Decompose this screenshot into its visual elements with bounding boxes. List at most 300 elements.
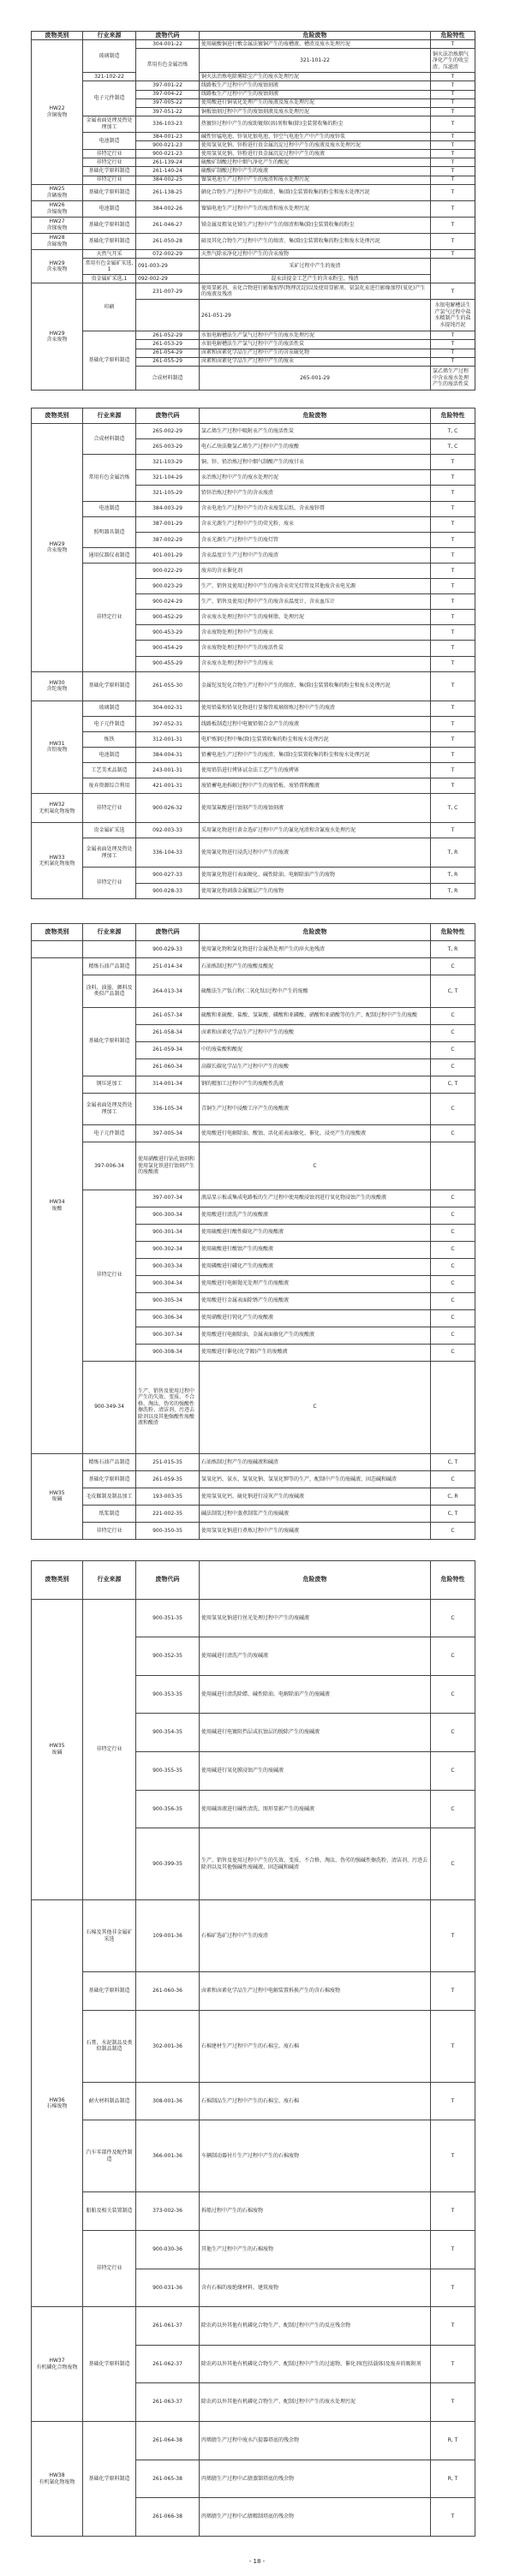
table-row (32, 73, 475, 81)
property-cell: T (431, 641, 475, 656)
property-cell: T (431, 2010, 475, 2082)
property-cell: C (431, 1790, 475, 1828)
source-cell: 玻璃制造 (83, 40, 136, 73)
source-cell: 基础化学原料制造 (83, 1972, 136, 2011)
waste-cell: 石棉矿选矿过程中产生的废渣 (200, 1900, 431, 1972)
property-cell: T (431, 547, 475, 563)
header-source: 行业来源 (83, 32, 136, 40)
source-cell: 非特定行业 (83, 1190, 136, 1361)
table-row (32, 176, 475, 184)
code-cell: 261-050-28 (136, 233, 200, 249)
source-cell: 电子元件制造 (83, 81, 136, 116)
code-cell: 384-002-25 (136, 176, 200, 184)
property-cell: T (431, 671, 475, 701)
table-row (32, 975, 475, 1008)
code-cell: 261-139-24 (136, 158, 200, 167)
table-row (32, 1599, 475, 1637)
waste-cell: 卤素和卤素化学品生产过程中电解装置拆换产生的含石棉废物 (200, 1972, 431, 2011)
waste-cell: 镍镉电池生产过程中产生的废渣和废水处理污泥 (200, 200, 431, 217)
code-cell: 261-140-24 (136, 167, 200, 176)
code-cell: 261-055-30 (136, 671, 200, 701)
source-cell: 非特定行业 (83, 794, 136, 823)
code-cell: 421-001-31 (136, 778, 200, 794)
code-cell: 261-060-34 (136, 1058, 200, 1076)
table-header-row (32, 924, 475, 941)
waste-cell: 采用氰化物进行黄金选矿过程中产生的氰化尾渣和含氰废水处理污泥 (200, 823, 431, 838)
code-cell: 397-005-34 (136, 1125, 200, 1142)
source-cell: 电子元件制造 (83, 716, 136, 731)
table-row (32, 1488, 475, 1505)
waste-cell: 091-003-29 (136, 259, 200, 275)
code-cell: 900-349-34 (83, 1361, 136, 1453)
code-cell: 900-028-33 (136, 883, 200, 898)
category-cell (32, 941, 83, 958)
property-cell: T (431, 233, 475, 249)
code-cell: 900-454-29 (136, 641, 200, 656)
category-cell: HW29 含汞废物 (32, 424, 83, 672)
code-cell: 261-057-34 (136, 1007, 200, 1024)
table-row (32, 747, 475, 762)
waste-cell: 使用酸进行催化(化学镀)产生的废酸液 (200, 1344, 431, 1361)
code-cell: 900-356-35 (136, 1790, 200, 1828)
waste-cell: 石棉建材生产过程中产生的石棉尘、废石棉 (200, 2010, 431, 2082)
waste-cell: 含汞废水处理过程中产生的废树脂、处理污泥 (200, 610, 431, 625)
property-cell: C, T (431, 975, 475, 1008)
header-source: 行业来源 (83, 1561, 136, 1600)
property-cell: T (431, 340, 475, 349)
code-cell: 092-003-33 (136, 823, 200, 838)
waste-table (31, 923, 475, 1540)
source-cell: 电子元件制造 (83, 1125, 136, 1142)
waste-cell: 钢的精加工过程中产生的废酸性洗液 (200, 1076, 431, 1093)
code-cell: 321-103-29 (136, 455, 200, 470)
waste-cell: 天然气除汞净化过程中产生的含汞废物 (200, 249, 431, 258)
category-cell: HW36 石棉废物 (32, 1900, 83, 2307)
code-cell: 261-059-34 (136, 1041, 200, 1058)
property-cell: T (431, 610, 475, 625)
category-cell: HW22 含铜废物 (32, 40, 83, 185)
code-cell: 384-004-31 (136, 747, 200, 762)
code-cell: 384-003-29 (136, 501, 200, 516)
code-cell: 384-001-23 (136, 132, 200, 140)
property-cell: T (431, 516, 475, 532)
property-cell: C (431, 1190, 475, 1207)
header-category: 废物类别 (32, 32, 83, 40)
category-cell: HW35 废碱 (32, 1599, 83, 1900)
table-row (32, 2192, 475, 2231)
waste-cell: 使用酸进行电解抛光处理产生的废酸液 (200, 1275, 431, 1292)
property-cell: T (431, 747, 475, 762)
source-cell: 非特定行业 (83, 176, 136, 184)
code-cell: 900-308-34 (136, 1344, 200, 1361)
waste-cell: 含汞电池生产过程中产生的含汞废浆层纸、含汞废锌膏 (200, 501, 431, 516)
waste-cell: 使用硫酸铜进行敷金属法镀铜产生的废槽液、槽渣及废水处理污泥 (200, 40, 431, 49)
table-row (32, 731, 475, 747)
header-category: 废物类别 (32, 408, 83, 424)
code-cell: 900-353-35 (136, 1675, 200, 1714)
code-cell: 366-001-36 (136, 2120, 200, 2192)
waste-cell: 碱性锌锰电池、锌氧化银电池、锌空气电池生产中产生的废锌浆 (200, 132, 431, 140)
waste-cell: 除农药以外其他有机磷化合物生产、配制过程中产生的废水处理污泥 (200, 2383, 431, 2422)
category-cell: HW37 有机磷化合物废物 (32, 2307, 83, 2422)
table-row (32, 958, 475, 975)
waste-cell: 使用酸进行清洗产生的废酸液 (200, 1207, 431, 1224)
property-cell: T (431, 532, 475, 547)
code-cell: 261-066-38 (136, 2498, 200, 2537)
source-cell: 非特定行业 (83, 1522, 136, 1539)
code-cell: 900-352-35 (136, 1637, 200, 1676)
property-cell: 采矿过程中产生的废渣 (200, 259, 431, 275)
code-cell: 900-029-33 (136, 941, 200, 958)
code-cell (136, 300, 200, 331)
property-cell: T (431, 731, 475, 747)
waste-cell: 锑金属及粗氧化锑生产过程中产生的熔渣和集(除)尘装置收集的粉尘 (200, 217, 431, 233)
code-cell: 900-021-23 (136, 150, 200, 158)
waste-cell: 卤素和卤素化学品生产过程中产生的含汞硫化物 (200, 349, 431, 357)
category-cell: HW26 含镉废物 (32, 200, 83, 217)
property-cell: C (431, 1292, 475, 1309)
property-cell: T (431, 2345, 475, 2383)
category-cell: HW28 含碲废物 (32, 233, 83, 249)
header-code: 废物代码 (136, 32, 200, 40)
source-cell: 非特定行业 (83, 868, 136, 899)
code-cell: 900-302-34 (136, 1241, 200, 1258)
property-cell: C (200, 1142, 431, 1190)
table-row (32, 823, 475, 838)
source-cell: 基础化学原料制造 (83, 2422, 136, 2537)
property-cell: T (431, 2120, 475, 2192)
property-cell: T (431, 2307, 475, 2346)
code-cell: 397-001-22 (136, 81, 200, 90)
waste-cell: 线路板生产过程中产生的废蚀刻液 (200, 81, 431, 90)
property-cell: T (431, 1972, 475, 2011)
property-cell: R, T (431, 2460, 475, 2498)
source-cell (83, 941, 136, 958)
property-cell: T (431, 73, 475, 81)
code-cell: 397-052-31 (136, 716, 200, 731)
property-cell: 混汞法提金工艺产生的含汞粉尘、残渣 (200, 275, 431, 283)
source-cell: 毛皮鞣制及制品加工 (83, 1488, 136, 1505)
code-cell: 900-030-36 (136, 2230, 200, 2269)
property-cell: T (431, 486, 475, 501)
property-cell: C (431, 1258, 475, 1275)
table-header-row (32, 408, 475, 424)
code-cell: 900-023-29 (136, 579, 200, 594)
code-cell: 261-064-38 (136, 2422, 200, 2460)
waste-cell: 氯乙烯生产过程中吸附汞产生的废活性炭 (200, 424, 431, 439)
code-cell: 900-354-35 (136, 1714, 200, 1752)
waste-cell: 水银电解槽法生产氯气过程中产生的废活性炭 (200, 340, 431, 349)
waste-cell: 使用氢氧化钙、硫化钠进行浸灰产生的废碱液 (200, 1488, 431, 1505)
code-cell: 321-101-22 (200, 49, 431, 73)
source-cell: 照明器具制造 (83, 516, 136, 547)
waste-cell: 汞冶炼过程中产生的废水处理污泥 (200, 470, 431, 486)
property-cell: T (431, 357, 475, 366)
property-cell: T (431, 701, 475, 716)
category-cell: HW30 含铊废物 (32, 671, 83, 701)
waste-cell: 使用氰化物进行表面硬化、碱性除油、电解除油产生的废物 (200, 868, 431, 883)
waste-cell: 碱法制浆过程中蒸煮制浆产生的废碱液 (200, 1505, 431, 1522)
waste-cell: 线路板生产过程中产生的废蚀刻液 (200, 90, 431, 98)
waste-cell: 使用碱进行氧化膜浸蚀产生的废碱液 (200, 1752, 431, 1791)
property-cell: C (431, 1675, 475, 1714)
property-cell: T (431, 40, 475, 49)
waste-cell: 使用硫酸进行酸蚀产生的废酸液 (200, 1241, 431, 1258)
header-property: 危险特性 (431, 408, 475, 424)
property-cell: T, C (431, 424, 475, 439)
property-cell: T (431, 625, 475, 641)
waste-cell: 硫酸法生产钛白粉(二氧化钛)过程中产生的废酸 (200, 975, 431, 1008)
table-row (32, 1125, 475, 1142)
source-cell: 基础化学原料制造 (83, 217, 136, 233)
source-cell: 基础化学原料制造 (83, 2307, 136, 2422)
waste-cell: 使用氢氟酸进行蚀刻产生的废蚀刻液 (200, 794, 431, 823)
code-cell: 261-138-25 (136, 184, 200, 200)
header-category: 废物类别 (32, 924, 83, 941)
waste-cell: 水银电解槽法生产氯气过程中产生的废水处理污泥 (200, 331, 431, 340)
header-waste: 危险废物 (200, 924, 431, 941)
code-cell: 221-002-35 (136, 1505, 200, 1522)
source-cell: 合成材料制造 (83, 424, 136, 455)
property-cell: 水银电解槽法生产氯气过程中盐水精制产生的盐水提纯污泥 (431, 300, 475, 331)
source-cell: 基础化学原料制造 (83, 233, 136, 249)
property-cell: C (431, 1309, 475, 1327)
source-cell: 电池制造 (83, 747, 136, 762)
code-cell: 900-301-34 (136, 1224, 200, 1241)
code-cell: 397-007-34 (136, 1190, 200, 1207)
property-cell: T, C (431, 439, 475, 455)
code-cell: 900-452-29 (136, 610, 200, 625)
property-cell: T (431, 217, 475, 233)
header-waste: 危险废物 (200, 408, 431, 424)
property-cell: T (431, 132, 475, 140)
table-row (32, 424, 475, 439)
property-cell: T, R (431, 883, 475, 898)
waste-cell: 石油炼制过程产生的废酸及酸泥 (200, 958, 431, 975)
header-category: 废物类别 (32, 1561, 83, 1600)
property-cell: T, R (431, 868, 475, 883)
source-cell: 废弃资源综合利用 (83, 778, 136, 794)
waste-cell: 092-002-29 (136, 275, 200, 283)
source-cell: 非特定行业 (83, 150, 136, 158)
table-row (32, 1505, 475, 1522)
waste-cell: 硫酸矿制酸过程中烟气净化产生的酸泥 (200, 158, 431, 167)
property-cell: C, T (431, 1453, 475, 1470)
code-cell: 261-052-29 (136, 331, 200, 340)
property-cell: T (431, 2383, 475, 2422)
waste-cell: 含汞光源生产过程中产生的荧光粉、废汞 (200, 516, 431, 532)
table-row (32, 1007, 475, 1024)
waste-cell: 铜火法冶炼电除雾除尘产生的废水处理污泥 (200, 73, 431, 81)
category-cell: HW29 含汞废物 (32, 283, 83, 391)
property-cell: T (431, 90, 475, 98)
waste-cell: 卤素和卤素化学品生产过程中产生的废酸 (200, 1024, 431, 1041)
source-cell: 基础化学原料制造 (83, 331, 136, 391)
code-cell: 321-104-29 (136, 470, 200, 486)
property-cell: T (431, 716, 475, 731)
source-cell: 工艺美术品制造 (83, 763, 136, 778)
code-cell: 900-303-34 (136, 1258, 200, 1275)
header-code: 废物代码 (136, 1561, 200, 1600)
code-cell: 231-007-29 (136, 283, 200, 300)
property-cell: C (431, 1024, 475, 1041)
code-cell: 304-001-22 (136, 40, 200, 49)
property-cell: T (431, 501, 475, 516)
waste-cell: 铜火法冶炼烟气净化产生的收尘渣、压滤渣 (431, 49, 475, 73)
property-cell: C (431, 1007, 475, 1024)
waste-cell: 使用碱进行清洗除蜡、碱性除油、电解除油产生的废碱液 (200, 1675, 431, 1714)
waste-cell: 使用酸进行电解除油、酸蚀、活化前表面敏化、催化、浸亮产生的废酸液 (200, 1125, 431, 1142)
waste-cell: 使用氰化物剥落金属镀层产生的废物 (200, 883, 431, 898)
header-property: 危险特性 (431, 924, 475, 941)
property-cell: T (431, 823, 475, 838)
table-header-row (32, 32, 475, 40)
waste-cell: 含汞废水处理过程中产生的废汞 (200, 656, 431, 671)
code-cell: 397-004-22 (136, 90, 200, 98)
table-row (32, 794, 475, 823)
header-property: 危险特性 (431, 32, 475, 40)
waste-cell: 使用碱进行电镀阻挡层或抗蚀层的脱除产生的废碱液 (200, 1714, 431, 1752)
property-cell: T (431, 81, 475, 90)
code-cell: 397-006-34 (83, 1142, 136, 1190)
source-cell: 精炼石油产品制造 (83, 1453, 136, 1470)
waste-cell: 使用碱进行清洗产生的废碱液 (200, 1637, 431, 1676)
code-cell: 072-002-29 (136, 249, 200, 258)
waste-cell: 使用硝酸进行钻孔蚀刻和使用氯化铁进行蚀刻产生的废酸液 (136, 1142, 200, 1190)
source-cell: 非特定行业 (83, 1599, 136, 1900)
waste-cell: 生产、销售及使用过程中产生的废含汞温度计、含汞血压计 (200, 594, 431, 610)
waste-cell: 使用氢氧化钠进行丝光处理过程中产生的废碱液 (200, 1599, 431, 1637)
waste-cell: 热镀锌过程中产生的废助镀熔(溶)剂和集(除)尘装置收集的粉尘 (200, 116, 431, 132)
table-row (32, 838, 475, 868)
code-cell: 900-399-35 (136, 1828, 200, 1900)
code-cell: 900-027-33 (136, 868, 200, 883)
waste-cell: 使用铅箔进行烤钵试金法工艺产生的废烤钵 (200, 763, 431, 778)
waste-cell: 氯乙烯生产过程中含汞废水处理产生的废活性炭 (431, 366, 475, 390)
property-cell: C, T (431, 1076, 475, 1093)
code-cell: 261-054-29 (136, 349, 200, 357)
table-row (32, 132, 475, 140)
source-cell: 电池制造 (83, 132, 136, 149)
table-row (32, 1453, 475, 1470)
property-cell: T (431, 167, 475, 176)
code-cell: 397-005-22 (136, 98, 200, 107)
waste-cell: 261-051-29 (200, 300, 431, 331)
code-cell: 900-453-29 (136, 625, 200, 641)
property-cell: C (431, 1241, 475, 1258)
source-cell: 金属表面处理及热处理加工 (83, 1093, 136, 1125)
table-row (32, 778, 475, 794)
code-cell: 261-046-27 (136, 217, 200, 233)
table-header-row (32, 1561, 475, 1600)
property-cell: C (431, 1275, 475, 1292)
header-code: 废物代码 (136, 408, 200, 424)
property-cell: R, T (431, 2422, 475, 2460)
waste-cell: 使用硝酸进行钝化产生的废酸液 (200, 1309, 431, 1327)
source-cell: 非特定行业 (83, 563, 136, 671)
table-row (32, 1190, 475, 1207)
property-cell: T (431, 200, 475, 217)
table-row (32, 40, 475, 49)
waste-cell: 使用氢氧化钠、锌粉进行贵金属沉淀过程中产生的废液 (200, 150, 431, 158)
code-cell: 243-001-31 (136, 763, 200, 778)
code-cell: 900-455-29 (136, 656, 200, 671)
code-cell: 264-013-34 (136, 975, 200, 1008)
table-row (32, 563, 475, 578)
table-row (32, 1900, 475, 1972)
source-cell: 石棉及其他非金属矿采选 (83, 1900, 136, 1972)
property-cell: C (431, 1828, 475, 1900)
source-cell: 金属表面处理及热处理加工 (83, 838, 136, 868)
code-cell: 261-062-37 (136, 2345, 200, 2383)
property-cell: C (431, 1714, 475, 1752)
code-cell: 312-001-31 (136, 731, 200, 747)
waste-cell: 中的废盐酸和酸泥 (200, 1041, 431, 1058)
waste-cell: 使用硫酸进行酸性碳化产生的废酸液 (200, 1224, 431, 1241)
code-cell: 261-055-29 (136, 357, 200, 366)
table-row (32, 868, 475, 883)
table-row (32, 671, 475, 701)
table-row (32, 116, 475, 132)
code-cell: 387-002-29 (136, 532, 200, 547)
table-row (32, 81, 475, 90)
waste-cell: 使用碱溶液进行碱性清洗、图形显影产生的废碱液 (200, 1790, 431, 1828)
waste-cell: 丙烯腈生产过程中乙腈精制塔底的残余物 (200, 2498, 431, 2537)
waste-cell: 拆船过程中产生的石棉废物 (200, 2192, 431, 2231)
code-cell: 261-063-37 (136, 2383, 200, 2422)
property-cell: C (431, 1522, 475, 1539)
table-row (32, 200, 475, 217)
code-cell: 261-058-34 (136, 1024, 200, 1041)
waste-cell: 含汞温度计生产过程中产生的废渣 (200, 547, 431, 563)
waste-cell: 镍氢电池生产过程中产生的废渣和废水处理污泥 (200, 176, 431, 184)
waste-cell: 废铅蓄电池拆解过程中产生的废铅板、废铅膏和酸液 (200, 778, 431, 794)
code-cell: 265-002-29 (136, 424, 200, 439)
property-cell: C (431, 1058, 475, 1076)
code-cell: 900-355-35 (136, 1752, 200, 1791)
code-cell: 397-051-22 (136, 107, 200, 116)
waste-cell: 使用磷酸进行磷化产生的废酸液 (200, 1258, 431, 1275)
code-cell: 336-105-34 (136, 1093, 200, 1125)
table-row (32, 547, 475, 563)
source-cell: 涂料、油墨、颜料及类似产品制造 (83, 975, 136, 1008)
property-cell: T (431, 2269, 475, 2307)
category-cell: HW34 废酸 (32, 958, 83, 1454)
property-cell: T (431, 150, 475, 158)
code-cell: 900-300-34 (136, 1207, 200, 1224)
category-cell: HW29 含汞废物 (32, 249, 83, 283)
header-source: 行业来源 (83, 924, 136, 941)
code-cell: 109-001-36 (136, 1900, 200, 1972)
property-cell: T (431, 2192, 475, 2231)
table-row (32, 455, 475, 470)
property-cell: T (431, 249, 475, 258)
property-cell: T (431, 579, 475, 594)
category-cell: HW35 废碱 (32, 1453, 83, 1539)
category-cell: HW38 有机氰化物废物 (32, 2422, 83, 2537)
property-cell: T (431, 176, 475, 184)
code-cell: 384-002-26 (136, 200, 200, 217)
code-cell: 261-053-29 (136, 340, 200, 349)
table-row (32, 516, 475, 532)
waste-cell: 其他生产过程中产生的石棉废物 (200, 2230, 431, 2269)
waste-cell: 车辆制动器衬片生产过程中产生的石棉废物 (200, 2120, 431, 2192)
source-cell: 石膏、水泥制品及类似制品制造 (83, 2010, 136, 2082)
property-cell: C, T (431, 1505, 475, 1522)
waste-cell: 废弃的含汞催化剂 (200, 563, 431, 578)
code-cell: 304-002-31 (136, 701, 200, 716)
table-row (32, 2307, 475, 2346)
